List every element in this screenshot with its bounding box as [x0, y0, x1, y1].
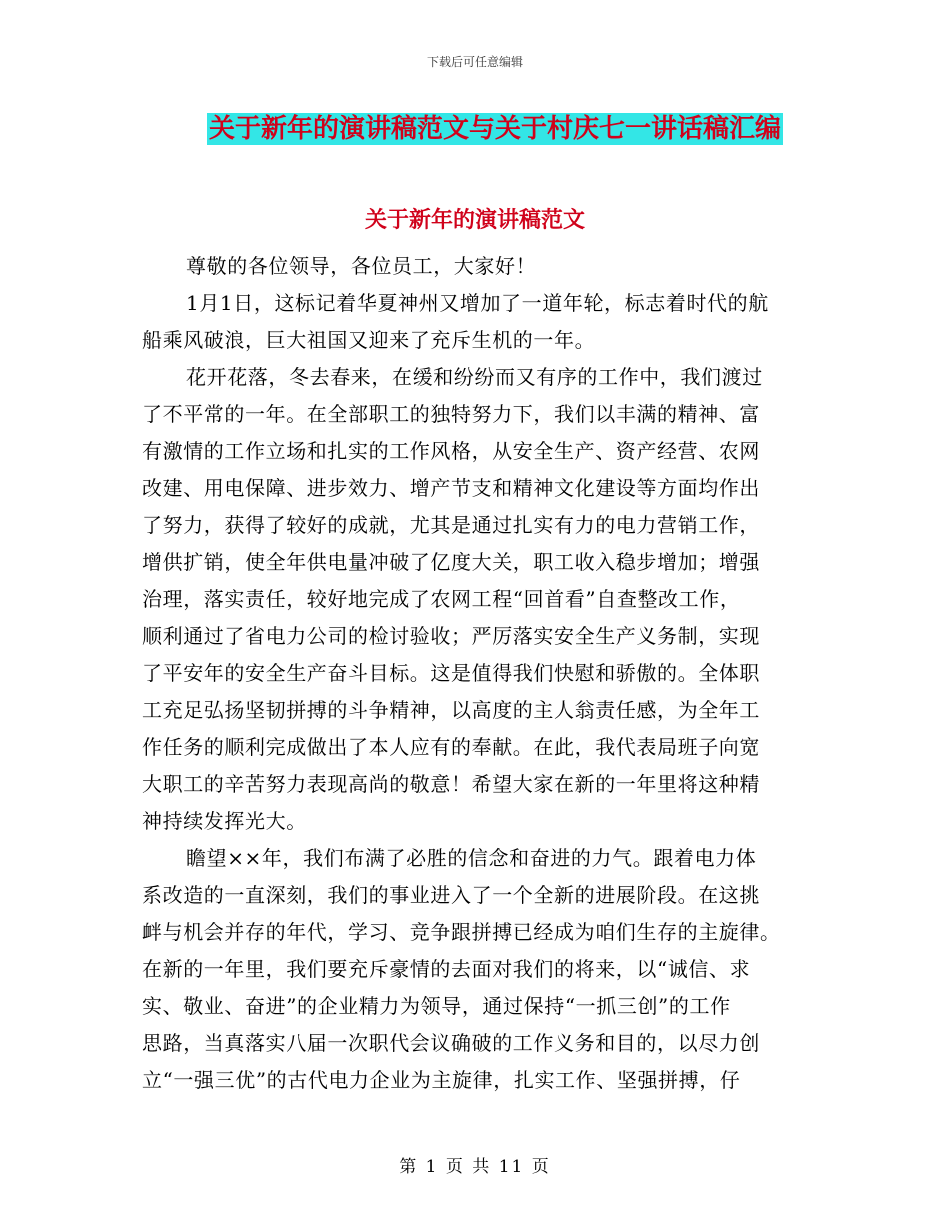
paragraph-line: 立“一强三优”的古代电力企业为主旋律，扎实工作、坚强拼搏，仔 — [142, 1068, 741, 1092]
paragraph-line: 治理，落实责任，较好地完成了农网工程“回首看”自查整改工作， — [142, 587, 741, 611]
body-text — [142, 248, 814, 1099]
section-title: 关于新年的演讲稿范文 — [364, 208, 585, 233]
main-title: 关于新年的演讲稿范文与关于村庆七一讲话稿汇编 — [209, 114, 782, 144]
paragraph-line: 思路，当真落实八届一次职代会议确破的工作义务和目的，以尽力创 — [142, 1031, 760, 1055]
paragraph-line: 工充足弘扬坚韧拼搏的斗争精神，以高度的主人翁责任感，为全年工 — [142, 698, 760, 722]
paragraph-line: 花开花落，冬去春来，在缓和纷纷而又有序的工作中，我们渡过 — [186, 365, 763, 389]
paragraph-line: 1月1日，这标记着华夏神州又增加了一道年轮，标志着时代的航 — [186, 291, 769, 315]
paragraph-line: 有激情的工作立场和扎实的工作风格，从安全生产、资产经营、农网 — [142, 439, 760, 463]
page-footer: 第 1 页 共 11 页 — [399, 1157, 551, 1177]
paragraph-line: 大职工的辛苦努力表现高尚的敬意！希望大家在新的一年里将这种精 — [142, 772, 760, 796]
paragraph-line: 改建、用电保障、进步效力、增产节支和精神文化建设等方面均作出 — [142, 476, 760, 500]
paragraph-line: 增供扩销，使全年供电量冲破了亿度大关，职工收入稳步增加；增强 — [142, 550, 760, 574]
paragraph-line: 尊敬的各位领导，各位员工，大家好！ — [186, 254, 537, 278]
paragraph-line: 了努力，获得了较好的成就，尤其是通过扎实有力的电力营销工作， — [142, 513, 760, 537]
header-note: 下载后可任意编辑 — [426, 55, 523, 69]
paragraph-line: 神持续发挥光大。 — [142, 809, 307, 833]
paragraph-line: 系改造的一直深刻，我们的事业进入了一个全新的进展阶段。在这挑 — [142, 883, 760, 907]
paragraph-line: 顺利通过了省电力公司的检讨验收；严厉落实安全生产义务制，实现 — [142, 624, 760, 648]
paragraph-line: 了平安年的安全生产奋斗目标。这是值得我们快慰和骄傲的。全体职 — [142, 661, 760, 685]
paragraph-line: 实、敬业、奋进”的企业精力为领导，通过保持“一抓三创”的工作 — [142, 994, 731, 1018]
paragraph-line: 作任务的顺利完成做出了本人应有的奉献。在此，我代表局班子向宽 — [142, 735, 760, 759]
paragraph-line: 在新的一年里，我们要充斥豪情的去面对我们的将来，以“诚信、求 — [142, 957, 751, 981]
paragraph-line: 瞻望××年，我们布满了必胜的信念和奋进的力气。跟着电力体 — [186, 846, 757, 870]
paragraph-line: 船乘风破浪，巨大祖国又迎来了充斥生机的一年。 — [142, 328, 596, 352]
paragraph-line: 了不平常的一年。在全部职工的独特努力下，我们以丰满的精神、富 — [142, 402, 760, 426]
paragraph-line: 衅与机会并存的年代，学习、竞争跟拼搏已经成为咱们生存的主旋律。 — [142, 920, 781, 944]
